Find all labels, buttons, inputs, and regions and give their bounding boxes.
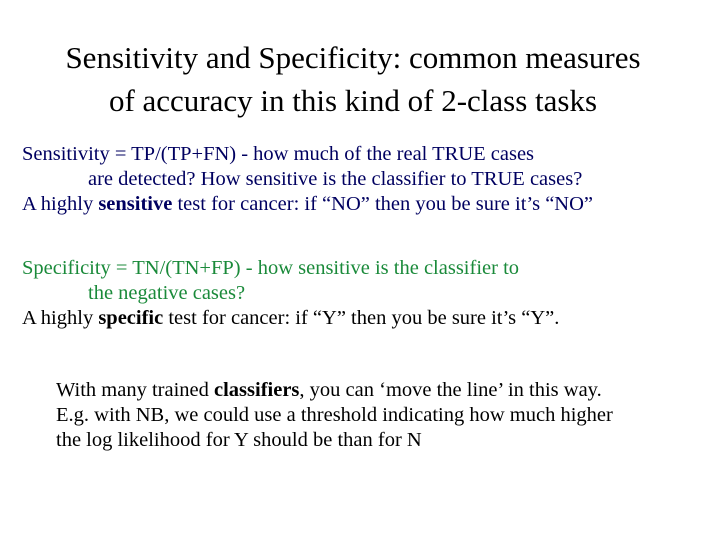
sensitivity-continuation: are detected? How sensitive is the classifier to TRUE cases? (88, 168, 583, 190)
classifiers-note-emphasis: classifiers (214, 379, 300, 401)
classifiers-note-line-1 (56, 378, 613, 403)
sensitivity-example (22, 192, 593, 217)
specificity-example-suffix: test for cancer: if “Y” then you be sure it’s “Y”. (163, 307, 560, 329)
slide-title (0, 36, 706, 122)
title-line-2: of accuracy in this kind of 2-class tasks (108, 83, 598, 118)
sensitivity-example-suffix: test for cancer: if “NO” then you be sure it’s “NO” (172, 193, 594, 215)
specificity-example-prefix: A highly (22, 307, 99, 329)
specificity-section (22, 256, 559, 331)
sensitivity-example-prefix: A highly (22, 193, 99, 215)
sensitivity-example-emphasis: sensitive (98, 193, 173, 215)
specificity-example-emphasis: specific (98, 307, 164, 329)
sensitivity-section (22, 142, 593, 217)
classifiers-note-line-2: E.g. with NB, we could use a threshold indicating how much higher (56, 404, 613, 426)
title-line-1: Sensitivity and Specificity: common measures (65, 40, 641, 75)
classifiers-note (56, 378, 613, 453)
specificity-continuation: the negative cases? (88, 282, 246, 304)
classifiers-note-suffix: , you can ‘move the line’ in this way. (299, 379, 602, 401)
sensitivity-definition: Sensitivity = TP/(TP+FN) - how much of the real TRUE cases (22, 143, 535, 165)
specificity-example (22, 306, 559, 331)
classifiers-note-line-3: the log likelihood for Y should be than for N (56, 429, 422, 451)
classifiers-note-prefix: With many trained (56, 379, 215, 401)
specificity-definition: Specificity = TN/(TN+FP) - how sensitive is the classifier to (22, 257, 520, 279)
